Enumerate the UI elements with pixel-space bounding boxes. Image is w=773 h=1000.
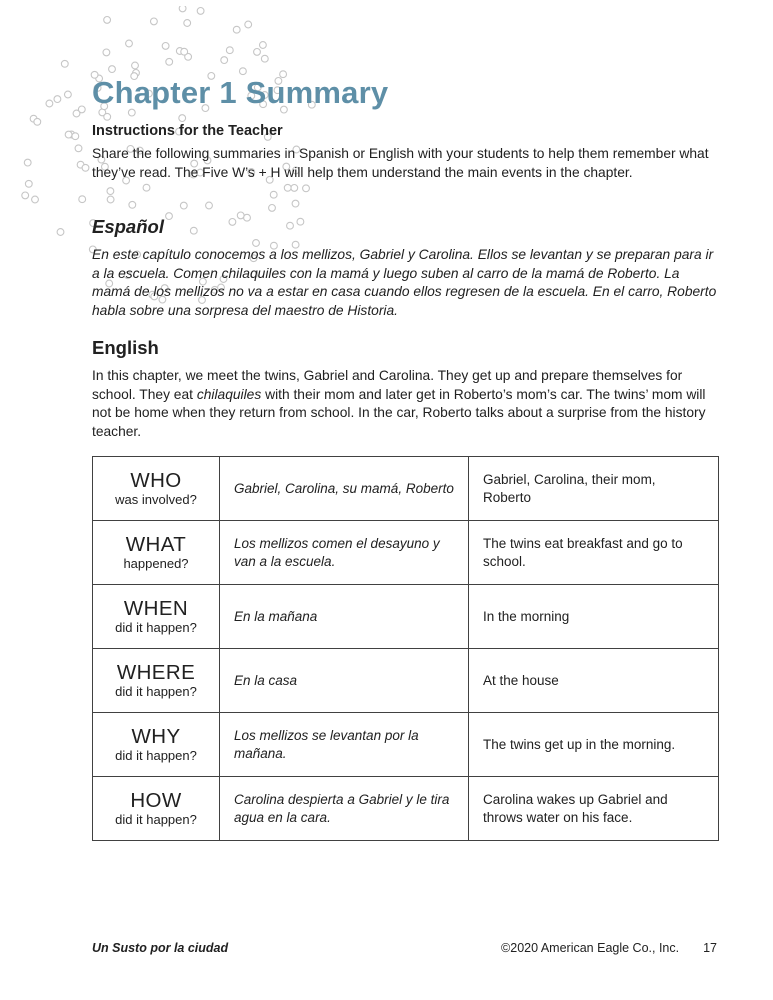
english-summary — [92, 367, 718, 441]
page-content — [92, 76, 718, 841]
english-answer-cell: Carolina wakes up Gabriel and throws water on his face. — [469, 777, 719, 841]
instructions-heading: Instructions for the Teacher — [92, 123, 283, 139]
spanish-answer-cell: Carolina despierta a Gabriel y le tira agua en la cara. — [220, 777, 469, 841]
keyword-cell — [93, 713, 220, 777]
table-row-what — [93, 521, 719, 585]
english-summary-italic-word: chilaquiles — [196, 386, 262, 402]
five-ws-table — [92, 456, 719, 841]
footer-page-number: 17 — [703, 941, 717, 955]
english-answer-cell: In the morning — [469, 585, 719, 649]
spanish-summary: En este capítulo conocemos a los mellizos, Gabriel y Carolina. Ellos se levantan y se preparan para ir a la escuela. Comen chilaquiles con la mamá y luego suben al carro de la mamá de Roberto. La mamá de los mellizos no va a estar en casa cuando ellos regresen de la escuela. En el carro, Roberto habla sobre una sorpresa del maestro de Historia. — [92, 247, 717, 318]
english-heading: English — [92, 337, 159, 358]
table-row-where — [93, 649, 719, 713]
spanish-answer-cell: Gabriel, Carolina, su mamá, Roberto — [220, 457, 469, 521]
keyword-label: WHAT — [125, 533, 187, 556]
english-answer-cell: The twins eat breakfast and go to school. — [469, 521, 719, 585]
question-label: did it happen? — [115, 812, 197, 827]
english-answer-cell: The twins get up in the morning. — [469, 713, 719, 777]
keyword-label: HOW — [130, 789, 182, 812]
table-row-who — [93, 457, 719, 521]
keyword-label: WHEN — [123, 597, 189, 620]
spanish-answer-cell: Los mellizos comen el desayuno y van a la escuela. — [220, 521, 469, 585]
keyword-label: WHERE — [116, 661, 196, 684]
page-footer — [92, 941, 717, 956]
table-row-how — [93, 777, 719, 841]
footer-right-group — [501, 941, 717, 956]
question-label: did it happen? — [115, 684, 197, 699]
english-summary-part1: In this chapter, we meet the twins, Gabriel and Carolina. They get up and prepare themselves for school. They eat — [92, 368, 683, 402]
footer-copyright: ©2020 American Eagle Co., Inc. — [501, 941, 680, 955]
keyword-cell — [93, 649, 220, 713]
english-summary-part2: with their mom and later get in Roberto’s mom’s car. The twins’ mom will not be home when they return from school. In the car, Roberto talks about a surprise from the history teacher. — [92, 386, 706, 439]
question-label: did it happen? — [115, 748, 197, 763]
spanish-answer-cell: En la mañana — [220, 585, 469, 649]
keyword-label: WHO — [130, 469, 182, 492]
table-row-why — [93, 713, 719, 777]
instructions-body: Share the following summaries in Spanish or English with your students to help them remember what they’ve read. The Five W’s + H will help them understand the main events in the chapter. — [92, 146, 709, 180]
keyword-cell — [93, 585, 220, 649]
spanish-answer-cell: En la casa — [220, 649, 469, 713]
spanish-answer-cell: Los mellizos se levantan por la mañana. — [220, 713, 469, 777]
question-label: was involved? — [115, 492, 197, 507]
question-label: did it happen? — [115, 620, 197, 635]
keyword-cell — [93, 457, 220, 521]
keyword-cell — [93, 777, 220, 841]
footer-book-title: Un Susto por la ciudad — [92, 941, 229, 955]
table-row-when — [93, 585, 719, 649]
question-label: happened? — [123, 556, 189, 571]
english-answer-cell: At the house — [469, 649, 719, 713]
spanish-heading: Español — [92, 216, 164, 237]
page-title: Chapter 1 Summary — [92, 75, 389, 110]
keyword-label: WHY — [131, 725, 181, 748]
english-answer-cell: Gabriel, Carolina, their mom, Roberto — [469, 457, 719, 521]
keyword-cell — [93, 521, 220, 585]
